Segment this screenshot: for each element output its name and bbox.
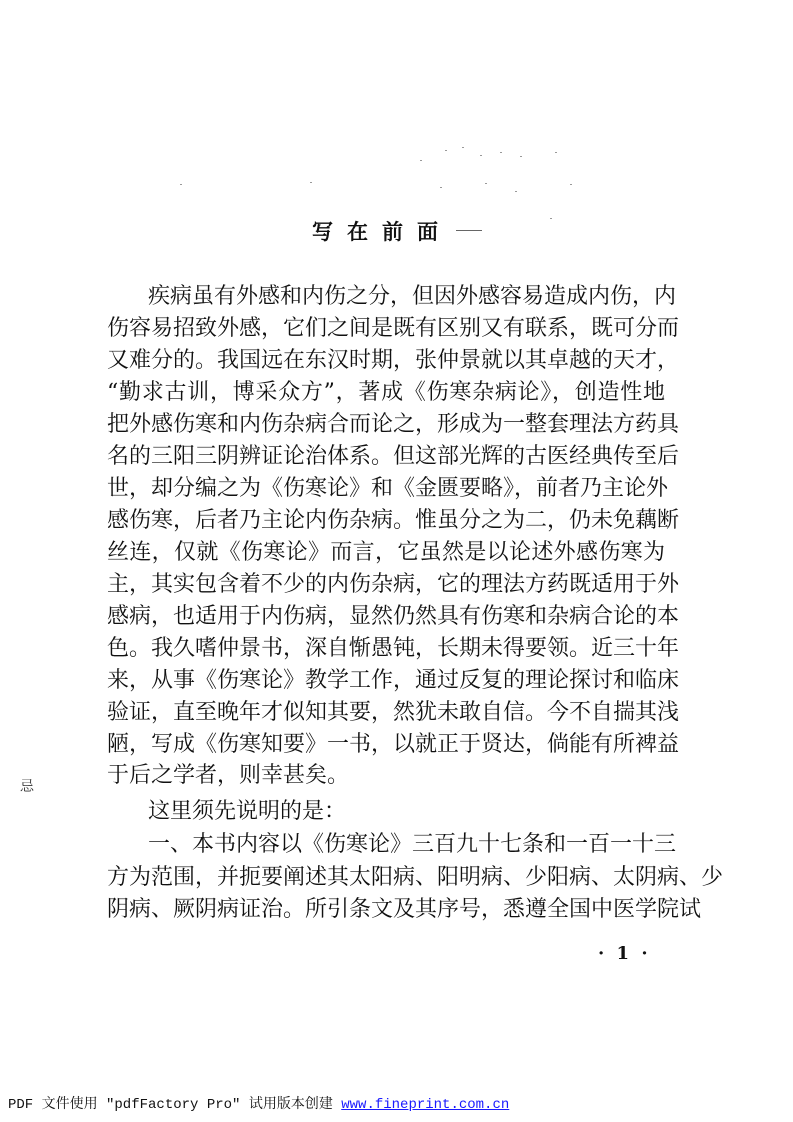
text-line: 来，从事《伤寒论》教学工作，通过反复的理论探讨和临床 [107,668,680,693]
text-line: 主，其实包含着不少的内伤杂病，它的理法方药既适用于外 [107,572,680,597]
text-line: 又难分的。我国远在东汉时期，张仲景就以其卓越的天才， [107,348,680,373]
text-line: “勤求古训，博采众方”，著成《伤寒杂病论》，创造性地 [107,380,665,405]
text-line: 把外感伤寒和内伤杂病合而论之，形成为一整套理法方药具 [107,412,680,437]
text-line: 一、本书内容以《伤寒论》三百九十七条和一百一十三 [148,832,677,857]
text-line: 名的三阳三阴辨证论治体系。但这部光辉的古医经典传至后 [107,444,680,469]
text-line: 伤容易招致外感，它们之间是既有区别又有联系，既可分而 [107,316,680,341]
text-line: 感病，也适用于内伤病，显然仍然具有伤寒和杂病合论的本 [107,604,680,629]
title-scan-stroke [456,230,482,231]
text-line: 于后之学者，则幸甚矣。 [107,763,350,788]
text-line: 陋，写成《伤寒知要》一书，以就正于贤达，倘能有所裨益 [107,732,680,757]
margin-mark: 忌 [20,779,34,795]
text-line: 这里须先说明的是： [148,799,347,824]
text-line: 色。我久嗜仲景书，深自惭愚钝，长期未得要领。近三十年 [107,636,680,661]
text-line: 阴病、厥阴病证治。所引条文及其序号，悉遵全国中医学院试 [107,897,702,922]
pdf-footer [8,1093,509,1113]
text-line: 世，却分编之为《伤寒论》和《金匮要略》，前者乃主论外 [107,476,669,501]
text-line: 方为范围，并扼要阐述其太阳病、阳明病、少阳病、太阴病、少 [107,865,724,890]
footer-text: PDF 文件使用 "pdfFactory Pro" 试用版本创建 [8,1097,342,1113]
text-line: 感伤寒，后者乃主论内伤杂病。惟虽分之为二，仍未免藕断 [107,508,680,533]
page-title: 写在前面 [312,219,452,244]
text-line: 验证，直至晚年才似知其要，然犹未敢自信。今不自揣其浅 [107,700,680,725]
footer-link[interactable]: www.fineprint.com.cn [341,1097,510,1113]
page-number: · 1 · [598,943,651,964]
text-line: 疾病虽有外感和内伤之分，但因外感容易造成内伤，内 [148,284,677,309]
text-line: 丝连，仅就《伤寒论》而言，它虽然是以论述外感伤寒为 [107,540,665,565]
